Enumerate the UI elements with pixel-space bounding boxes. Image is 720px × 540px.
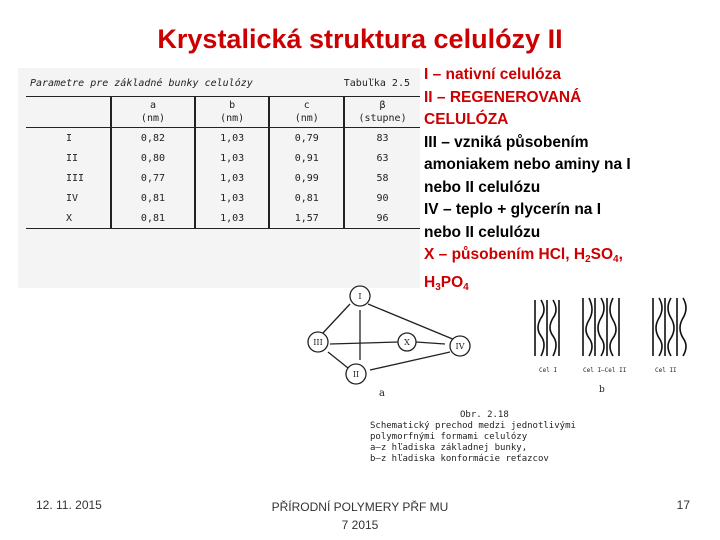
scanned-table-image xyxy=(18,68,420,288)
edge-i-iii xyxy=(322,304,350,334)
col-header-a: a (nm) xyxy=(111,97,195,128)
footer-course xyxy=(220,498,500,534)
table-row: III 0,77 1,03 0,99 58 xyxy=(26,168,420,188)
polymorph-iv: IV – teplo + glycerín na I xyxy=(424,201,602,218)
chain-label-cel-ii: Cel II xyxy=(655,367,677,374)
col-header-b: b (nm) xyxy=(195,97,270,128)
polymorph-ii: II – REGENEROVANÁ xyxy=(424,88,582,106)
chain-cel-i-cel-ii xyxy=(583,298,619,356)
table-row: X 0,81 1,03 1,57 96 xyxy=(26,208,420,229)
polymorph-iv-cont: nebo II celulózu xyxy=(424,223,541,241)
table-header-line xyxy=(30,78,410,89)
chain-cel-i xyxy=(535,300,559,356)
node-label-iv: IV xyxy=(455,342,465,351)
chain-cel-ii xyxy=(653,298,686,356)
edge-iii-x xyxy=(330,342,398,344)
edge-iii-ii xyxy=(328,352,348,368)
figure-caption-line: polymorfnými formami celulózy xyxy=(370,432,528,442)
table-row: IV 0,81 1,03 0,81 90 xyxy=(26,188,420,208)
polymorph-ii-cont: CELULÓZA xyxy=(424,111,509,128)
polymorph-x: X – působením HCl, $H_2SO_4$, xyxy=(424,246,623,265)
figure-caption-line: b–z hľadiska konformácie reťazcov xyxy=(370,454,549,464)
edge-ii-iv xyxy=(370,352,450,370)
node-label-ii: II xyxy=(352,370,360,379)
table-number: Tabuľka 2.5 xyxy=(343,78,410,89)
table-caption: Parametre pre základné bunky celulózy xyxy=(30,78,253,89)
table-row: I 0,82 1,03 0,79 83 xyxy=(26,128,420,149)
chain-label-cel-i-ii: Cel I–Cel II xyxy=(583,367,627,374)
diagram-label-a: a xyxy=(379,388,385,399)
figure-number: Obr. 2.18 xyxy=(460,410,509,420)
polymorph-iii-cont1: amoniakem nebo aminy na I xyxy=(424,156,631,173)
node-label-i: I xyxy=(358,292,362,301)
polymorph-list xyxy=(424,64,714,299)
cell-parameters-table xyxy=(26,96,420,229)
chain-conformation-figure xyxy=(525,292,695,402)
col-header-blank xyxy=(26,97,111,128)
figure-caption-line: Schematický prechod medzi jednotlivými xyxy=(370,421,576,431)
figure-caption-line: a–z hľadiska základnej bunky, xyxy=(370,443,528,453)
polymorph-iii: III – vzniká působením xyxy=(424,133,589,151)
col-header-beta: β (stupne) xyxy=(344,97,420,128)
col-header-c: c (nm) xyxy=(269,97,344,128)
node-label-iii: III xyxy=(313,338,323,347)
table-row: II 0,80 1,03 0,91 63 xyxy=(26,148,420,168)
figure-caption xyxy=(370,410,650,465)
polymorph-iii-cont2: nebo II celulózu xyxy=(424,178,541,196)
polymorph-transition-diagram xyxy=(290,282,490,412)
footer-course-line1: PŘÍRODNÍ POLYMERY PŘF MU xyxy=(271,500,449,514)
footer-course-line2: 7 2015 xyxy=(341,518,379,532)
diagram-label-b: b xyxy=(599,385,605,395)
chain-label-cel-i: Cel I xyxy=(539,367,558,374)
slide-title: Krystalická struktura celulózy II xyxy=(157,24,563,54)
footer-date: 12. 11. 2015 xyxy=(36,498,102,512)
slide-number: 17 xyxy=(676,498,690,512)
polymorph-x-cont: $H_3PO_4$ xyxy=(424,273,469,293)
edge-x-iv xyxy=(416,342,445,344)
polymorph-i: I – nativní celulóza xyxy=(424,66,561,83)
node-label-x: X xyxy=(404,338,410,347)
